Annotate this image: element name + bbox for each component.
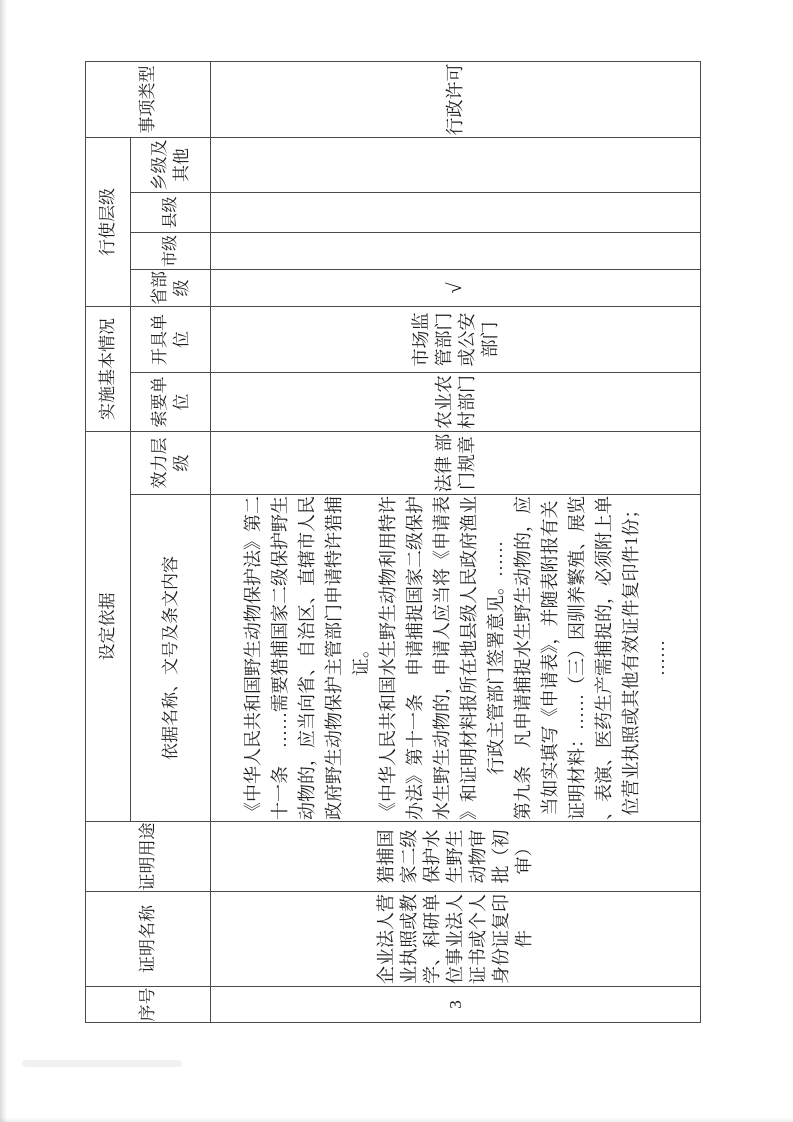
header-serial-number: 序号 — [86, 987, 211, 1023]
header-effect-level: 效力层级 — [131, 432, 211, 495]
cell-township-other-level — [211, 138, 701, 193]
cell-city-level — [211, 233, 701, 270]
header-group-implementation: 实施基本情况 — [86, 307, 131, 432]
cell-county-level — [211, 193, 701, 233]
header-basis-content: 依据名称、文号及条文内容 — [131, 495, 211, 822]
cell-basis-content — [211, 495, 701, 822]
header-issuing-unit: 开具单位 — [131, 307, 211, 373]
header-province-ministry-level: 省部级 — [131, 270, 211, 307]
cell-certificate-purpose: 猎捕国家二级保护水生野生动物审批（初审） — [211, 822, 701, 892]
header-group-setting-basis: 设定依据 — [86, 432, 131, 822]
cell-certificate-name: 企业法人营业执照或教学、科研单位事业法人证书或个人身份证复印件 — [211, 892, 701, 987]
header-certificate-name: 证明名称 — [86, 892, 211, 987]
header-county-level: 县级 — [131, 193, 211, 233]
cell-serial-number: 3 — [211, 987, 701, 1023]
basis-paragraph-2: 《中华人民共和国水生野生动物利用特许办法》第十一条 申请捕捉国家二级保护水生野生动物的，申请人应当将《申请表》和证明材料报所在地县级人民政府渔业行政主管部门签署意见。…… — [377, 496, 506, 820]
header-item-type: 事项类型 — [86, 62, 211, 138]
scan-shadow-bottom — [0, 1117, 793, 1122]
scan-artifact-streak — [22, 1060, 182, 1067]
scan-shadow-left — [0, 0, 7, 1122]
table-row — [211, 62, 701, 1023]
header-requesting-unit: 索要单位 — [131, 373, 211, 432]
certificate-table-logical-view — [85, 62, 700, 1023]
certificate-items-table — [85, 61, 701, 1023]
header-certificate-purpose: 证明用途 — [86, 822, 211, 892]
cell-requesting-unit: 农业农村部门 — [211, 373, 701, 432]
header-township-other-level: 乡级及其他 — [131, 138, 211, 193]
rotated-table-area — [85, 62, 700, 1023]
cell-effect-level: 法律 部门规章 — [211, 432, 701, 495]
basis-paragraph-3: 第九条 凡申请捕捉水生野生动物的，应当如实填写《申请表》，并随表附报有关证明材料：……（三）因驯养繁殖、展览、表演、医药生产需捕捉的，必须附上单位营业执照或其他有效证件复印件1份；…… — [512, 496, 668, 820]
cell-province-ministry-checkmark: √ — [211, 270, 701, 307]
header-group-exercise-level: 行使层级 — [86, 138, 131, 307]
header-city-level: 市级 — [131, 233, 211, 270]
basis-paragraph-1: 《中华人民共和国野生动物保护法》第二十一条 ……需要猎捕国家二级保护野生动物的，应当向省、自治区、直辖市人民政府野生动物保护主管部门申请特许猎捕证。 — [242, 496, 371, 820]
cell-issuing-unit: 市场监管部门或公安部门 — [211, 307, 701, 373]
cell-item-type: 行政许可 — [211, 62, 701, 138]
